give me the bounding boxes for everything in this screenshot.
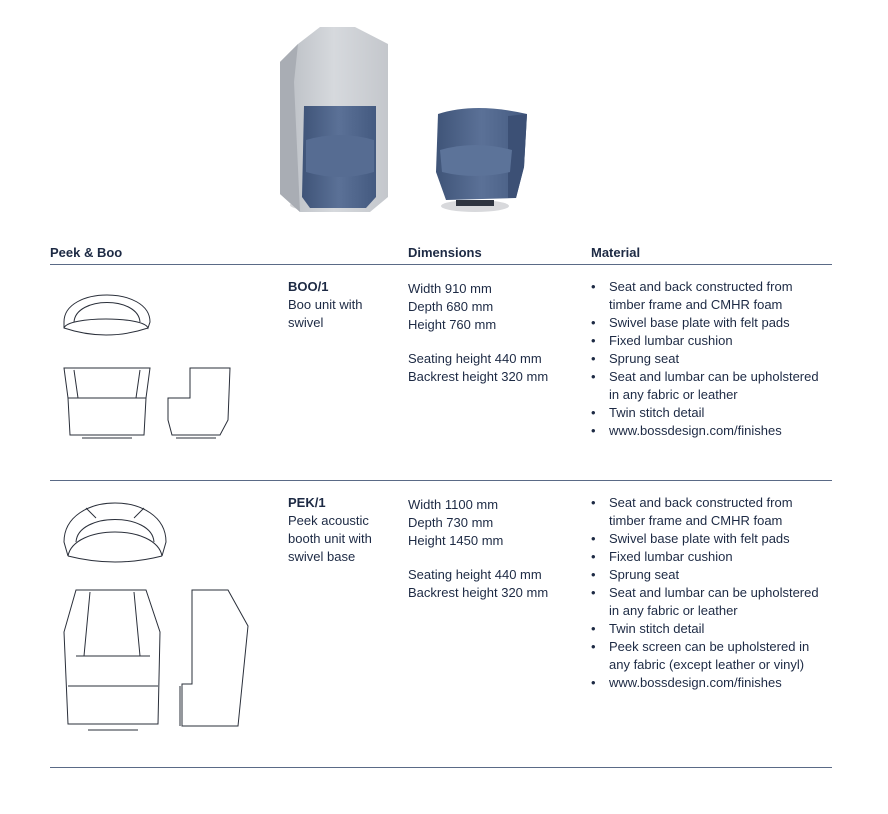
boo-material-item: • Twin stitch detail xyxy=(591,404,827,422)
peek-width: Width 1100 mm xyxy=(408,497,499,512)
peek-material-item: • Sprung seat xyxy=(591,566,827,584)
product-photo xyxy=(270,22,540,234)
peek-backrest-height: Backrest height 320 mm xyxy=(408,585,549,600)
header-divider xyxy=(50,264,832,265)
peek-material-item: • Peek screen can be upholstered in any fabric (except leather or vinyl) xyxy=(591,638,827,674)
bottom-divider xyxy=(50,767,832,768)
boo-backrest-height: Backrest height 320 mm xyxy=(408,369,549,384)
boo-depth: Depth 680 mm xyxy=(408,299,494,314)
peek-seating-height: Seating height 440 mm xyxy=(408,567,542,582)
boo-material-list xyxy=(591,278,827,440)
boo-height: Height 760 mm xyxy=(408,317,497,332)
peek-height: Height 1450 mm xyxy=(408,533,504,548)
boo-material-item: • www.bossdesign.com/finishes xyxy=(591,422,827,440)
peek-material-item: • Swivel base plate with felt pads xyxy=(591,530,827,548)
peek-material-list xyxy=(591,494,827,692)
boo-material-item: • Sprung seat xyxy=(591,350,827,368)
boo-dimensions xyxy=(408,280,548,386)
boo-description: Boo unit with swivel xyxy=(288,297,363,330)
peek-material-item: • Fixed lumbar cushion xyxy=(591,548,827,566)
boo-material-item: • Seat and lumbar can be upholstered in any fabric or leather xyxy=(591,368,827,404)
peek-material-item: • Seat and back constructed from timber frame and CMHR foam xyxy=(591,494,827,530)
boo-material-item: • Swivel base plate with felt pads xyxy=(591,314,827,332)
peek-technical-drawing xyxy=(60,494,250,734)
peek-product-code: PEK/1 xyxy=(288,495,326,510)
peek-dimensions xyxy=(408,496,548,602)
boo-technical-drawing xyxy=(58,280,238,445)
boo-material-item: • Seat and back constructed from timber frame and CMHR foam xyxy=(591,278,827,314)
peek-depth: Depth 730 mm xyxy=(408,515,494,530)
boo-width: Width 910 mm xyxy=(408,281,492,296)
peek-material-item: • Twin stitch detail xyxy=(591,620,827,638)
peek-description: Peek acoustic booth unit with swivel base xyxy=(288,513,372,564)
product-title: Peek & Boo xyxy=(50,245,123,260)
peek-material-item: • www.bossdesign.com/finishes xyxy=(591,674,827,692)
peek-material-item: • Seat and lumbar can be upholstered in any fabric or leather xyxy=(591,584,827,620)
boo-seating-height: Seating height 440 mm xyxy=(408,351,542,366)
dimensions-heading: Dimensions xyxy=(408,245,482,260)
material-heading: Material xyxy=(591,245,641,260)
boo-product-code: BOO/1 xyxy=(288,279,329,294)
row-divider xyxy=(50,480,832,481)
boo-material-item: • Fixed lumbar cushion xyxy=(591,332,827,350)
